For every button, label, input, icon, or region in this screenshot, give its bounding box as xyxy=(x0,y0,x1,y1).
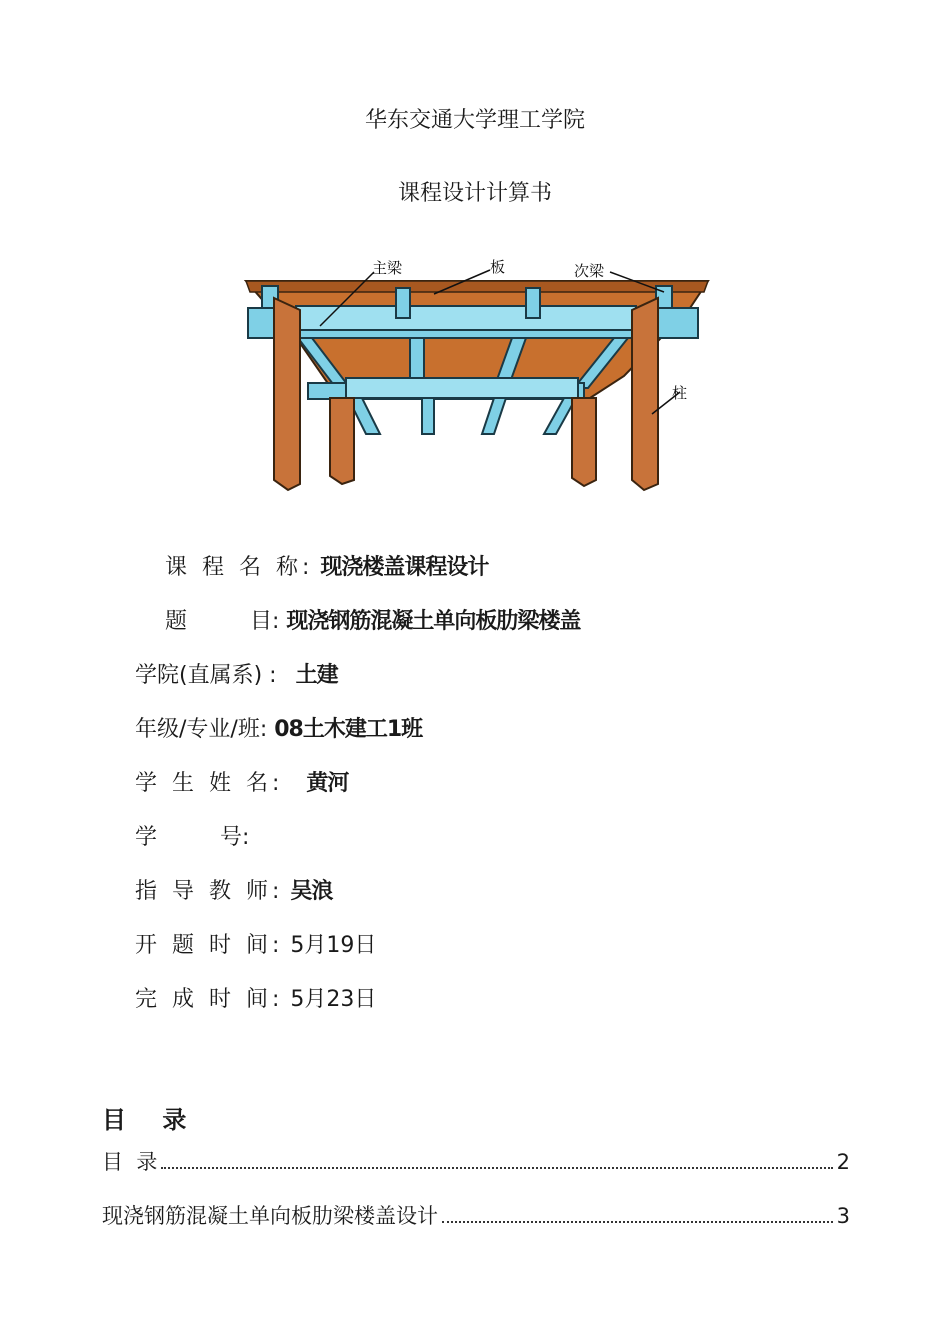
column-back-left xyxy=(330,398,354,484)
label-main-beam: 主梁 xyxy=(372,259,403,277)
college-field xyxy=(135,658,338,689)
toc-entry[interactable] xyxy=(102,1200,850,1230)
university-name: 华东交通大学理工学院 xyxy=(364,108,585,133)
toc-entry-text: 现浇钢筋混凝土单向板肋梁楼盖设计 xyxy=(102,1204,438,1228)
student-name-field xyxy=(135,766,348,797)
finish-date-field xyxy=(135,982,376,1013)
toc-entry[interactable] xyxy=(102,1146,850,1176)
college-value: 土建 xyxy=(295,663,338,688)
start-date-value: 5月19日 xyxy=(290,933,377,958)
course-name-field xyxy=(165,550,488,581)
student-id-label: 学 号: xyxy=(135,825,250,850)
toc-heading: 目 录 xyxy=(102,1106,201,1134)
finish-date-label: 完 成 时 间: xyxy=(135,987,284,1012)
toc-leader-dots xyxy=(161,1167,832,1169)
student-name-label: 学 生 姓 名: xyxy=(135,771,284,796)
course-name-value: 现浇楼盖课程设计 xyxy=(320,555,489,580)
class-field xyxy=(135,712,422,743)
class-label: 年级/专业/班: xyxy=(135,717,268,742)
course-name-label: 课 程 名 称: xyxy=(165,555,314,580)
document-title: 课程设计计算书 xyxy=(397,181,552,206)
column-front-right xyxy=(632,298,658,490)
student-name-value: 黄河 xyxy=(306,771,349,796)
toc-leader-dots xyxy=(442,1221,833,1223)
floor-structure-figure xyxy=(238,248,716,496)
college-label: 学院(直属系) : xyxy=(135,663,277,688)
student-id-field xyxy=(135,820,249,851)
column-front-left xyxy=(274,298,300,490)
teacher-field xyxy=(135,874,332,905)
topic-field xyxy=(165,604,580,635)
label-slab: 板 xyxy=(490,258,506,276)
toc-entry-page: 3 xyxy=(836,1204,850,1228)
label-column: 柱 xyxy=(672,384,688,402)
finish-date-value: 5月23日 xyxy=(290,987,377,1012)
teacher-value: 吴浪 xyxy=(290,879,333,904)
topic-label: 题 目: xyxy=(165,609,280,634)
toc-entry-page: 2 xyxy=(836,1150,850,1174)
toc-entry-text: 目 录 xyxy=(102,1150,158,1174)
start-date-label: 开 题 时 间: xyxy=(135,933,284,958)
label-secondary-beam: 次梁 xyxy=(574,262,605,280)
start-date-field xyxy=(135,928,376,959)
topic-value: 现浇钢筋混凝土单向板肋梁楼盖 xyxy=(286,609,581,634)
column-back-right xyxy=(572,398,596,486)
class-value: 08土木建工1班 xyxy=(274,717,423,742)
teacher-label: 指 导 教 师: xyxy=(135,879,284,904)
